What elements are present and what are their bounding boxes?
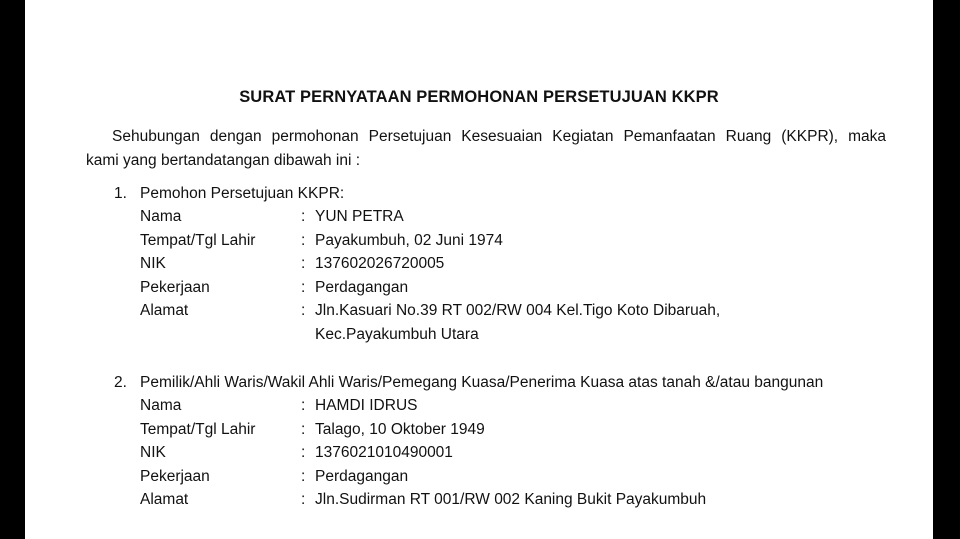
field-label: NIK <box>140 444 166 461</box>
field-value: Perdagangan <box>315 279 409 296</box>
field-colon: : <box>301 279 306 296</box>
field-label: Tempat/Tgl Lahir <box>140 232 256 249</box>
field-value: YUN PETRA <box>315 208 404 225</box>
field-colon: : <box>301 302 306 319</box>
field-colon: : <box>301 491 306 508</box>
field-label: Nama <box>140 208 182 225</box>
field-row-nama <box>25 394 933 418</box>
address-line-1: Jln.Kasuari No.39 RT 002/RW 004 Kel.Tigo Koto Dibaruah, <box>315 302 721 319</box>
field-value: Jln.Sudirman RT 001/RW 002 Kaning Bukit Payakumbuh <box>315 491 707 508</box>
intro-paragraph <box>86 125 886 173</box>
field-value: HAMDI IDRUS <box>315 397 418 414</box>
field-row-nama <box>25 205 933 229</box>
field-label: Alamat <box>140 491 189 508</box>
field-row-pekerjaan <box>25 465 933 489</box>
document-page <box>25 0 933 539</box>
field-row-tempat-tgl-lahir <box>25 229 933 253</box>
section-number: 1. <box>114 185 127 202</box>
field-value: 1376021010490001 <box>315 444 453 461</box>
field-value: Perdagangan <box>315 468 409 485</box>
field-label: NIK <box>140 255 166 272</box>
field-row-nik <box>25 441 933 465</box>
field-colon: : <box>301 397 306 414</box>
field-colon: : <box>301 444 306 461</box>
intro-line-2: kami yang bertandatangan dibawah ini : <box>86 152 361 169</box>
field-colon: : <box>301 232 306 249</box>
document-title: SURAT PERNYATAAN PERMOHONAN PERSETUJUAN KKPR <box>239 88 719 106</box>
section-heading: Pemohon Persetujuan KKPR: <box>140 185 345 202</box>
field-label: Alamat <box>140 302 189 319</box>
field-row-tempat-tgl-lahir <box>25 418 933 442</box>
section-number: 2. <box>114 374 127 391</box>
address-line-2: Kec.Payakumbuh Utara <box>315 326 479 343</box>
field-colon: : <box>301 468 306 485</box>
field-label: Nama <box>140 397 182 414</box>
field-label: Pekerjaan <box>140 468 210 485</box>
field-value: Talago, 10 Oktober 1949 <box>315 421 485 438</box>
field-colon: : <box>301 421 306 438</box>
field-row-pekerjaan <box>25 276 933 300</box>
section-heading: Pemilik/Ahli Waris/Wakil Ahli Waris/Pemegang Kuasa/Penerima Kuasa atas tanah &/atau bangunan <box>140 374 824 391</box>
field-label: Tempat/Tgl Lahir <box>140 421 256 438</box>
field-value: Payakumbuh, 02 Juni 1974 <box>315 232 503 249</box>
field-row-alamat <box>25 299 933 347</box>
field-colon: : <box>301 255 306 272</box>
field-value <box>315 299 755 347</box>
field-label: Pekerjaan <box>140 279 210 296</box>
field-colon: : <box>301 208 306 225</box>
field-value: 137602026720005 <box>315 255 445 272</box>
field-row-alamat <box>25 488 933 512</box>
field-row-nik <box>25 252 933 276</box>
intro-line-1: Sehubungan dengan permohonan Persetujuan Kesesuaian Kegiatan Pemanfaatan Ruang (KKPR), maka <box>112 128 886 145</box>
